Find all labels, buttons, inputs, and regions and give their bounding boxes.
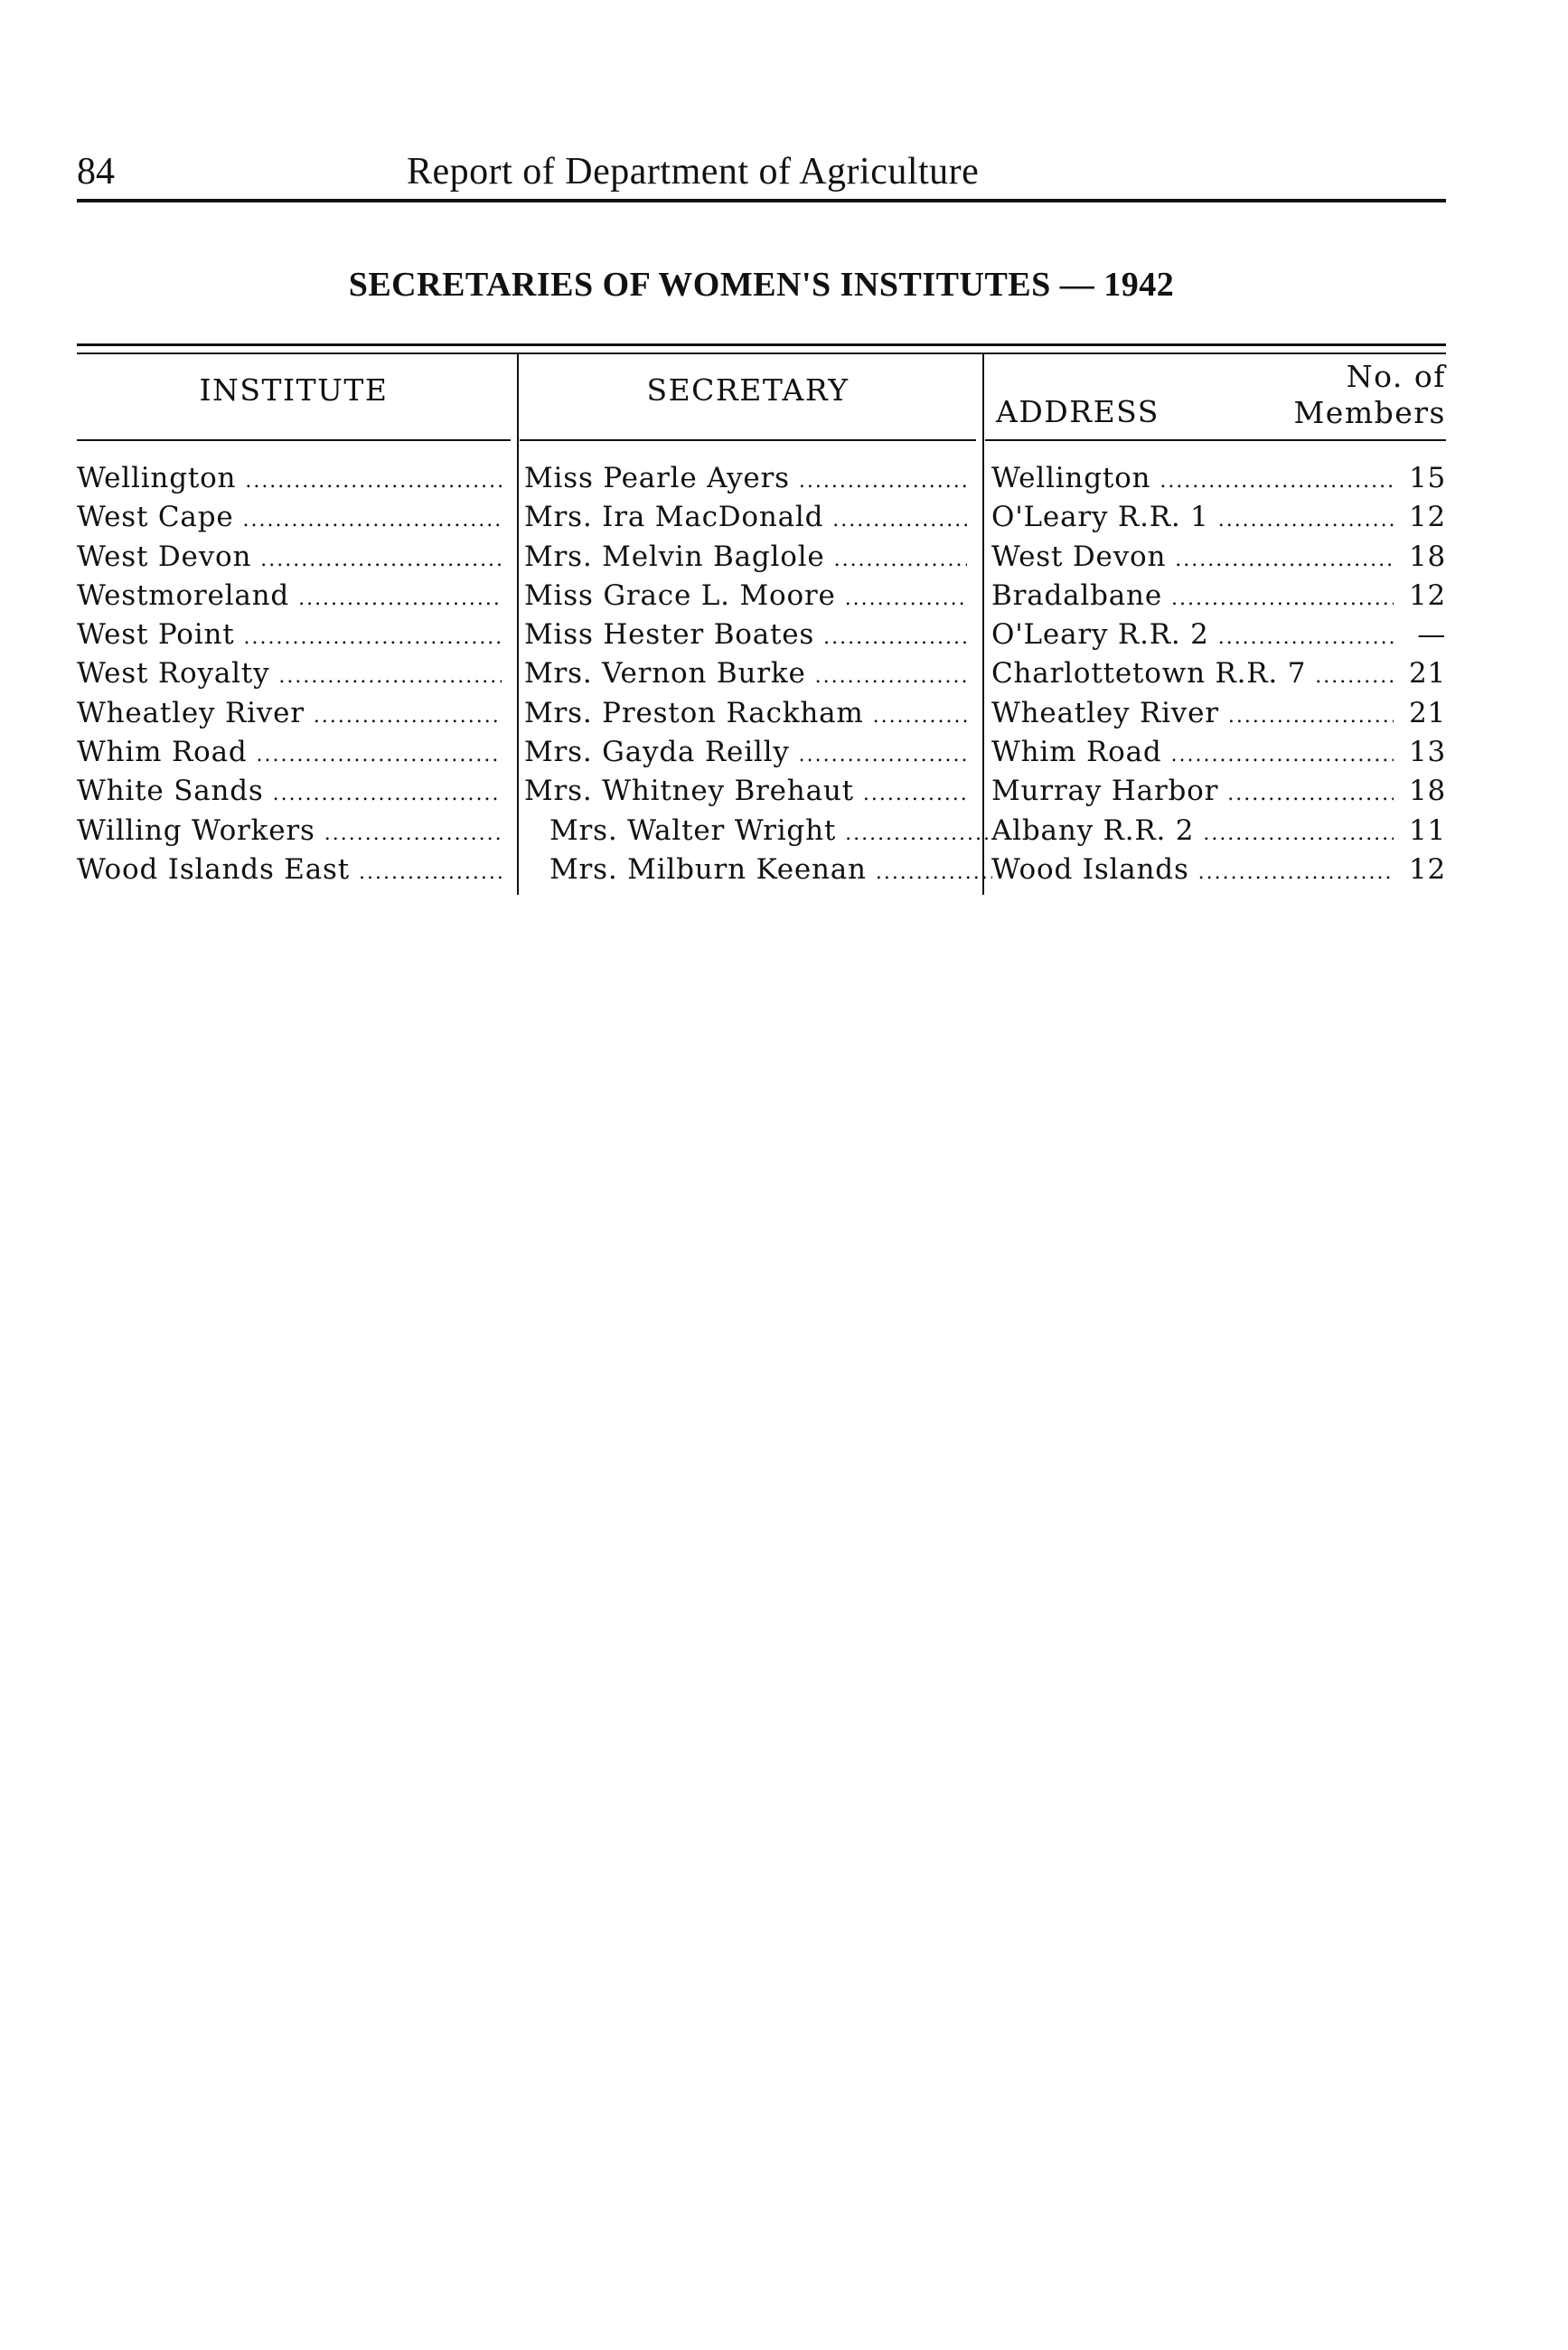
dot-leader (1218, 618, 1394, 654)
secretary-cell-text: Miss Grace L. Moore (524, 578, 836, 612)
dot-leader (834, 540, 967, 577)
institute-cell (77, 694, 502, 733)
page-number: 84 (77, 151, 115, 193)
dot-leader (1160, 462, 1394, 498)
dot-leader (799, 736, 967, 772)
members-header-line1: No. of (1346, 359, 1446, 394)
column-header-institute: INSTITUTE (199, 372, 389, 408)
dot-leader (823, 618, 967, 654)
address-cell (991, 577, 1394, 616)
institute-cell-text: Wood Islands East (77, 852, 350, 886)
members-cell-text: 13 (1408, 736, 1446, 769)
secretary-cell (524, 733, 967, 772)
secretary-cell (524, 654, 967, 693)
dot-leader (245, 462, 502, 498)
dot-leader (815, 657, 967, 693)
dot-leader (257, 736, 502, 772)
members-cell (1396, 733, 1446, 772)
secretary-cell (524, 772, 967, 811)
institute-cell (77, 733, 502, 772)
members-cell-text: 15 (1408, 462, 1446, 494)
secretary-cell (524, 538, 967, 577)
address-cell (991, 538, 1394, 577)
address-cell-text: Albany R.R. 2 (991, 813, 1195, 847)
dot-leader (278, 657, 502, 693)
table-row (0, 772, 1568, 811)
column-header-secretary: SECRETARY (646, 372, 850, 408)
institute-cell-text: Willing Workers (77, 813, 315, 847)
running-title: Report of Department of Agriculture (407, 151, 980, 193)
address-cell (991, 851, 1394, 889)
table-row (0, 812, 1568, 851)
dot-leader (845, 814, 992, 851)
institute-cell-text: White Sands (77, 775, 264, 808)
table-row (0, 538, 1568, 577)
table-row (0, 851, 1568, 889)
dot-leader (273, 775, 502, 811)
table-body (0, 459, 1568, 889)
dot-leader (1198, 853, 1394, 889)
members-header-line2: Members (1293, 395, 1446, 430)
secretary-cell (524, 812, 992, 851)
institute-cell (77, 459, 502, 498)
dot-leader (1315, 657, 1394, 693)
members-cell-text: 18 (1408, 540, 1446, 573)
dot-leader (1171, 736, 1394, 772)
address-cell (991, 616, 1394, 654)
institute-cell (77, 654, 502, 693)
document-title: SECRETARIES OF WOMEN'S INSTITUTES — 1942 (348, 266, 1175, 304)
secretary-cell (524, 616, 967, 654)
dot-leader (243, 501, 502, 537)
dot-leader (324, 814, 502, 851)
table-row (0, 577, 1568, 616)
members-cell (1396, 772, 1446, 811)
members-cell (1396, 616, 1446, 654)
address-cell (991, 733, 1394, 772)
dot-leader (244, 618, 502, 654)
secretary-cell-text: Miss Hester Boates (524, 618, 815, 652)
members-cell-text: 18 (1408, 775, 1446, 808)
table-row (0, 459, 1568, 498)
table-row (0, 616, 1568, 654)
address-cell-text: O'Leary R.R. 2 (991, 618, 1209, 652)
institute-cell (77, 577, 502, 616)
secretary-cell-text: Mrs. Milburn Keenan (549, 852, 867, 886)
members-cell (1396, 498, 1446, 537)
secretary-cell-text: Mrs. Walter Wright (549, 813, 837, 847)
institute-cell-text: Wheatley River (77, 696, 305, 729)
members-cell-text: 12 (1408, 852, 1446, 886)
table-row (0, 733, 1568, 772)
secretary-cell (524, 851, 992, 889)
address-cell-text: Whim Road (991, 736, 1162, 769)
institute-cell-text: West Devon (77, 540, 252, 573)
table-row (0, 498, 1568, 537)
members-cell-text: 11 (1408, 813, 1446, 847)
address-cell-text: Wheatley River (991, 696, 1219, 729)
members-cell-text: 21 (1408, 696, 1446, 729)
institute-cell-text: Wellington (77, 462, 237, 494)
dot-leader (873, 697, 967, 733)
dot-leader (799, 462, 967, 498)
dot-leader (1218, 501, 1394, 537)
members-cell (1396, 694, 1446, 733)
table-top-rule (77, 343, 1446, 346)
dot-leader (845, 579, 967, 616)
institute-cell (77, 812, 502, 851)
institute-cell (77, 616, 502, 654)
secretary-cell-text: Miss Pearle Ayers (524, 462, 790, 494)
running-head (77, 145, 1446, 199)
table-row (0, 654, 1568, 693)
column-rule-address (985, 439, 1446, 441)
dot-leader (314, 697, 502, 733)
secretary-cell-text: Mrs. Melvin Baglole (524, 540, 825, 573)
column-rule-secretary (520, 439, 976, 441)
address-cell-text: Wood Islands (991, 852, 1189, 886)
address-cell (991, 654, 1394, 693)
members-cell (1396, 538, 1446, 577)
institute-cell-text: West Point (77, 618, 235, 652)
header-rule (77, 199, 1446, 202)
secretary-cell-text: Mrs. Whitney Brehaut (524, 775, 854, 808)
members-cell (1396, 812, 1446, 851)
dot-leader (876, 853, 992, 889)
members-cell-text: 21 (1408, 657, 1446, 691)
secretary-cell-text: Mrs. Gayda Reilly (524, 736, 790, 769)
secretary-cell-text: Mrs. Preston Rackham (524, 696, 864, 729)
dot-leader (298, 579, 502, 616)
secretary-cell (524, 577, 967, 616)
column-rule-institute (77, 439, 511, 441)
address-cell (991, 498, 1394, 537)
members-cell (1396, 577, 1446, 616)
secretary-cell-text: Mrs. Ira MacDonald (524, 501, 824, 534)
institute-cell-text: West Cape (77, 501, 234, 534)
address-cell (991, 459, 1394, 498)
dot-leader (1175, 540, 1394, 577)
dot-leader (832, 501, 967, 537)
secretary-cell-text: Mrs. Vernon Burke (524, 657, 806, 691)
members-cell (1396, 851, 1446, 889)
dot-leader (1203, 814, 1394, 851)
institute-cell (77, 851, 502, 889)
dot-leader (359, 853, 502, 889)
members-cell (1396, 654, 1446, 693)
address-cell (991, 812, 1394, 851)
address-cell-text: O'Leary R.R. 1 (991, 501, 1209, 534)
institute-cell-text: West Royalty (77, 657, 270, 691)
dot-leader (1228, 697, 1394, 733)
dot-leader (863, 775, 967, 811)
institute-cell-text: Whim Road (77, 736, 248, 769)
address-cell-text: Murray Harbor (991, 775, 1219, 808)
address-cell (991, 694, 1394, 733)
table-row (0, 694, 1568, 733)
address-cell-text: Bradalbane (991, 578, 1162, 612)
table-top-rule-inner (77, 352, 1446, 354)
address-cell (991, 772, 1394, 811)
institute-cell (77, 772, 502, 811)
secretary-cell (524, 694, 967, 733)
column-header-address: ADDRESS (996, 394, 1160, 429)
members-cell (1396, 459, 1446, 498)
dot-leader (1171, 579, 1394, 616)
institute-cell-text: Westmoreland (77, 578, 290, 612)
address-cell-text: Charlottetown R.R. 7 (991, 657, 1307, 691)
members-cell-text: 12 (1408, 578, 1446, 612)
dot-leader (260, 540, 502, 577)
secretary-cell (524, 459, 967, 498)
address-cell-text: Wellington (991, 462, 1151, 494)
members-cell-text: 12 (1408, 501, 1446, 534)
institute-cell (77, 538, 502, 577)
dot-leader (1227, 775, 1394, 811)
members-cell-text: — (1417, 618, 1446, 652)
column-header-members (1265, 359, 1446, 431)
secretary-cell (524, 498, 967, 537)
institute-cell (77, 498, 502, 537)
address-cell-text: West Devon (991, 540, 1167, 573)
